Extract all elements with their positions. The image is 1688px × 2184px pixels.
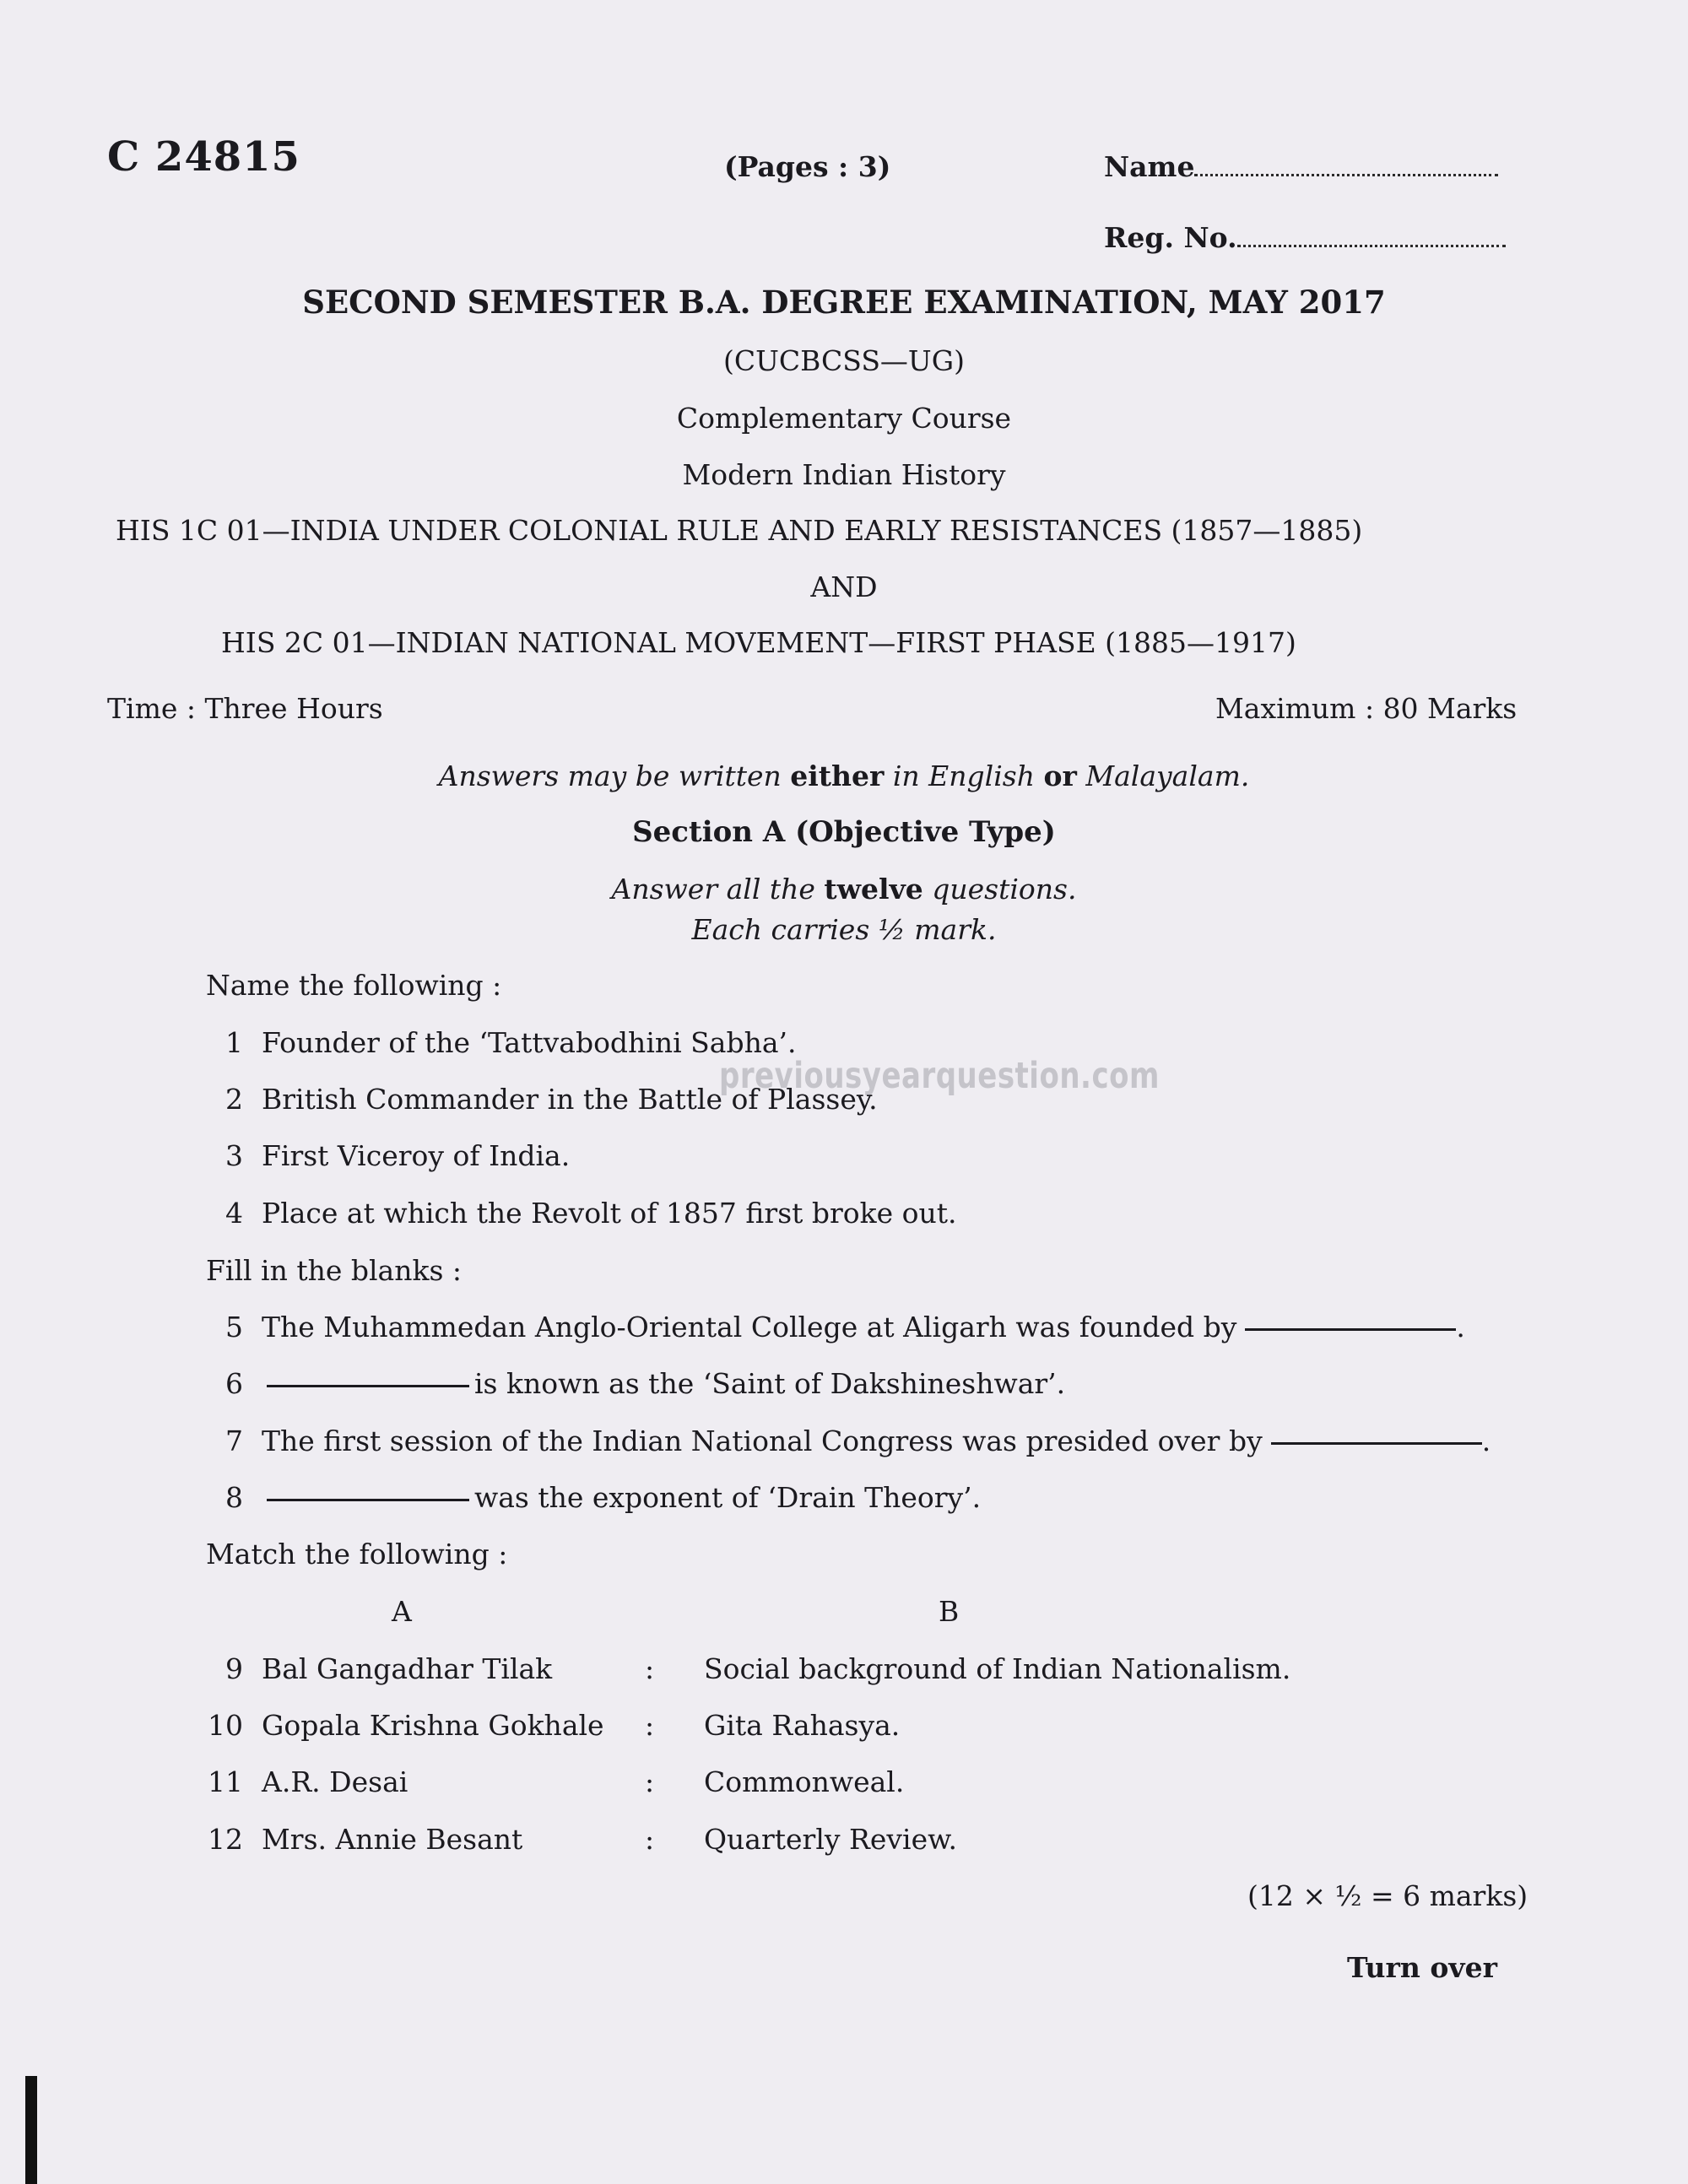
section-a-instr-count: twelve bbox=[824, 873, 923, 905]
question-text: The first session of the Indian National Congress was presided over by bbox=[262, 1424, 1263, 1457]
fill-blanks-label: Fill in the blanks : bbox=[206, 1254, 463, 1287]
match-colon: : bbox=[645, 1823, 655, 1856]
question-number: 4 bbox=[225, 1197, 243, 1230]
question-number: 10 bbox=[208, 1709, 243, 1742]
answer-blank bbox=[1271, 1442, 1482, 1445]
answer-blank bbox=[267, 1385, 469, 1387]
match-colon: : bbox=[645, 1652, 655, 1685]
paper-two-title: HIS 2C 01—INDIAN NATIONAL MOVEMENT—FIRST PHASE (1885—1917) bbox=[221, 626, 1296, 659]
section-a-marks-each: Each carries ½ mark. bbox=[691, 913, 997, 946]
paper-one-title: HIS 1C 01—INDIA UNDER COLONIAL RULE AND EARLY RESISTANCES (1857—1885) bbox=[116, 514, 1363, 547]
page-count: (Pages : 3) bbox=[724, 150, 891, 183]
section-a-instr-part-2: questions. bbox=[922, 873, 1077, 905]
question-text: The Muhammedan Anglo-Oriental College at Aligarh was founded by bbox=[262, 1311, 1237, 1343]
match-item-a: A.R. Desai bbox=[262, 1765, 408, 1798]
name-field bbox=[1104, 150, 1498, 183]
question-number: 3 bbox=[225, 1139, 243, 1172]
question-number: 12 bbox=[208, 1823, 243, 1856]
reg-no-label: Reg. No. bbox=[1104, 221, 1237, 254]
question-text: Place at which the Revolt of 1857 first broke out. bbox=[262, 1197, 957, 1230]
match-colon: : bbox=[645, 1765, 655, 1798]
exam-scheme: (CUCBCSS—UG) bbox=[723, 344, 965, 377]
reg-no-field bbox=[1104, 221, 1506, 254]
question-text: was the exponent of ‘Drain Theory’. bbox=[474, 1481, 982, 1514]
question-4 bbox=[206, 1197, 957, 1230]
question-text: First Viceroy of India. bbox=[262, 1139, 571, 1172]
section-a-instr-part-1: Answer all the bbox=[611, 873, 825, 905]
question-number: 11 bbox=[208, 1765, 243, 1798]
column-b-heading: B bbox=[939, 1595, 960, 1628]
instr-or: or bbox=[1043, 760, 1077, 792]
question-number: 8 bbox=[225, 1481, 243, 1514]
question-6 bbox=[206, 1367, 1065, 1400]
match-item-b: Gita Rahasya. bbox=[704, 1709, 901, 1742]
paper-code: C 24815 bbox=[107, 133, 300, 181]
question-number: 7 bbox=[225, 1424, 243, 1457]
maximum-marks: Maximum : 80 Marks bbox=[1215, 692, 1518, 725]
question-1 bbox=[206, 1026, 796, 1059]
exam-title: SECOND SEMESTER B.A. DEGREE EXAMINATION, MAY 2017 bbox=[302, 284, 1386, 321]
turn-over-note: Turn over bbox=[1347, 1951, 1497, 1984]
subject-name: Modern Indian History bbox=[682, 458, 1006, 491]
match-item-b: Quarterly Review. bbox=[704, 1823, 957, 1856]
match-row-9 bbox=[206, 1652, 552, 1685]
question-number: 6 bbox=[225, 1367, 243, 1400]
instr-part-3: Malayalam. bbox=[1076, 760, 1250, 792]
question-7: 7 The first session of the Indian National Congress was presided over by . bbox=[206, 1424, 1491, 1457]
match-item-a: Mrs. Annie Besant bbox=[262, 1823, 523, 1856]
match-row-12 bbox=[206, 1823, 522, 1856]
question-text: British Commander in the Battle of Plassey. bbox=[262, 1083, 878, 1116]
answer-blank bbox=[1245, 1328, 1456, 1331]
exam-duration: Time : Three Hours bbox=[107, 692, 383, 725]
match-item-a: Bal Gangadhar Tilak bbox=[262, 1652, 553, 1685]
answer-blank bbox=[267, 1499, 469, 1501]
reg-no-dotted-line bbox=[1237, 245, 1506, 247]
question-number: 9 bbox=[225, 1652, 243, 1685]
question-8 bbox=[206, 1481, 981, 1514]
course-type: Complementary Course bbox=[676, 402, 1012, 435]
match-row-11 bbox=[206, 1765, 408, 1798]
name-following-label: Name the following : bbox=[206, 969, 502, 1002]
match-item-b: Social background of Indian Nationalism. bbox=[704, 1652, 1291, 1685]
scan-edge-bar bbox=[25, 2076, 37, 2184]
instr-part-1: Answers may be written bbox=[438, 760, 791, 792]
question-number: 1 bbox=[225, 1026, 243, 1059]
site-watermark: previousyearquestion.com bbox=[719, 1055, 1160, 1097]
question-5: 5 The Muhammedan Anglo-Oriental College at Aligarh was founded by . bbox=[206, 1311, 1465, 1343]
name-dotted-line bbox=[1194, 174, 1498, 176]
match-colon: : bbox=[645, 1709, 655, 1742]
name-label: Name bbox=[1104, 150, 1195, 183]
question-number: 2 bbox=[225, 1083, 243, 1116]
question-3 bbox=[206, 1139, 570, 1172]
match-item-b: Commonweal. bbox=[704, 1765, 905, 1798]
instr-part-2: in English bbox=[884, 760, 1044, 792]
instr-either: either bbox=[790, 760, 885, 792]
question-text: Founder of the ‘Tattvabodhini Sabha’. bbox=[262, 1026, 797, 1059]
and-separator: AND bbox=[810, 570, 878, 603]
match-row-10 bbox=[206, 1709, 604, 1742]
language-instruction bbox=[0, 760, 1688, 792]
question-number: 5 bbox=[225, 1311, 243, 1343]
section-a-total-marks: (12 × ½ = 6 marks) bbox=[1247, 1879, 1528, 1912]
match-following-label: Match the following : bbox=[206, 1538, 508, 1570]
section-a-heading: Section A (Objective Type) bbox=[632, 815, 1056, 849]
match-item-a: Gopala Krishna Gokhale bbox=[262, 1709, 604, 1742]
section-a-instruction bbox=[0, 873, 1688, 905]
column-a-heading: A bbox=[392, 1595, 412, 1628]
question-text: is known as the ‘Saint of Dakshineshwar’. bbox=[474, 1367, 1066, 1400]
